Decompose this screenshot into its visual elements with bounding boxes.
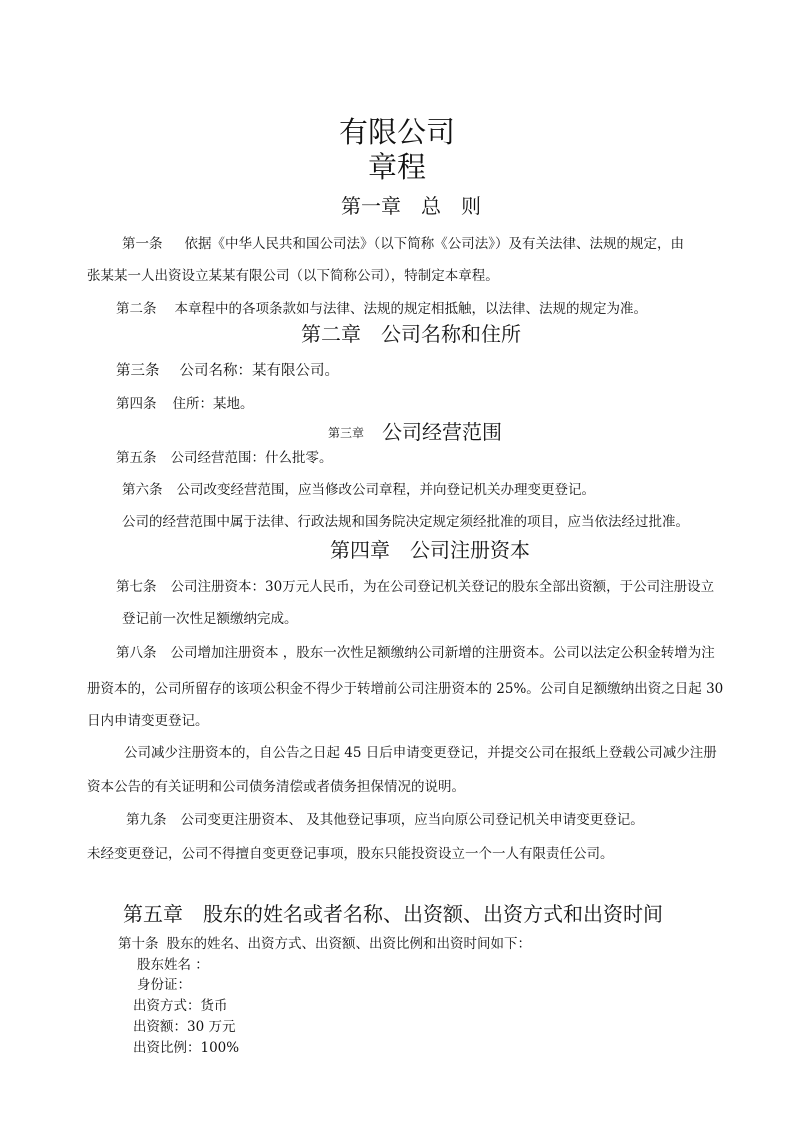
chapter-5-heading: 第五章 股东的姓名或者名称、出资额、出资方式和出资时间 [123,902,663,926]
article-7-text: 公司注册资本：30万元人民币，为在公司登记机关登记的股东全部出资额，于公司注册设立 [170,579,715,595]
article-8-line-2: 册资本的，公司所留存的该项公积金不得少于转增前公司注册资本的 25%。公司自足额缴纳出资之日起 30 [87,681,724,697]
chapter-1-heading: 第一章 总 则 [341,194,481,218]
article-1-line-1 [122,232,684,252]
article-6 [122,478,595,498]
contribution-method-field: 出资方式：货币 [133,998,228,1014]
article-10-number: 第十条 [118,936,159,952]
article-9-number: 第九条 [126,812,167,828]
article-6-text: 公司改变经营范围，应当修改公司章程，并向登记机关办理变更登记。 [176,482,595,498]
article-4-number: 第四条 [116,396,157,412]
article-1-text: 依据《中华人民共和国公司法》（以下简称《公司法》）及有关法律、法规的规定，由 [184,236,684,252]
reduce-capital-line-1: 公司减少注册资本的，自公告之日起 45 日后申请变更登记，并提交公司在报纸上登载公司减少注册 [124,745,717,761]
chapter-4-heading: 第四章 公司注册资本 [330,538,530,562]
article-8-text: 公司增加注册资本 ，股东一次性足额缴纳公司新增的注册资本。公司以法定公积金转增为注 [170,645,715,661]
id-card-field: 身份证： [137,977,191,993]
article-2-text: 本章程中的各项条款如与法律、法规的规定相抵触，以法律、法规的规定为准。 [174,301,647,317]
article-5-number: 第五条 [116,450,157,466]
reduce-capital-line-2: 资本公告的有关证明和公司债务清偿或者债务担保情况的说明。 [87,779,465,795]
article-3-number: 第三条 [116,363,160,379]
article-2 [116,297,647,317]
article-3-text: 公司名称：某有限公司。 [179,363,339,379]
contribution-amount-field: 出资额：30 万元 [133,1019,236,1035]
article-8-number: 第八条 [116,645,157,661]
article-1-number: 第一条 [122,236,163,252]
chapter-3-title: 公司经营范围 [382,420,503,444]
article-8-line-3: 日内申请变更登记。 [87,713,209,729]
article-6-number: 第六条 [122,482,163,498]
article-1-line-2: 张某某一人出资设立某某有限公司（以下简称公司），特制定本章程。 [87,268,499,284]
article-4-text: 住所：某地。 [172,396,254,412]
article-10-text: 股东的姓名、出资方式、出资额、出资比例和出资时间如下： [166,936,531,952]
article-5 [116,446,333,466]
article-7-line-2: 登记前一次性足额缴纳完成。 [122,611,298,627]
article-7-line-1 [116,575,714,595]
shareholder-name-field: 股东姓名 ： [137,957,209,973]
chapter-3-heading [328,416,502,445]
change-registration-paragraph: 未经变更登记，公司不得擅自变更登记事项，股东只能投资设立一个一人有限责任公司。 [87,846,614,862]
chapter-2-heading: 第二章 公司名称和住所 [301,322,521,346]
article-2-number: 第二条 [116,301,157,317]
article-7-number: 第七条 [116,579,157,595]
document-title-charter: 章程 [367,150,426,184]
article-10 [118,932,531,952]
article-8-line-1 [116,641,715,661]
article-9 [126,808,644,828]
contribution-ratio-field: 出资比例：100% [133,1040,240,1056]
document-title-company: 有限公司 [338,115,455,149]
article-3 [116,359,339,380]
article-5-text: 公司经营范围：什么批零。 [170,450,333,466]
article-9-text: 公司变更注册资本、 及其他登记事项，应当向原公司登记机关申请变更登记。 [180,812,644,828]
chapter-3-paragraph: 公司的经营范围中属于法律、行政法规和国务院决定规定须经批准的项目，应当依法经过批准。 [122,514,689,530]
article-4 [116,392,254,412]
chapter-3-number: 第三章 [328,426,365,440]
